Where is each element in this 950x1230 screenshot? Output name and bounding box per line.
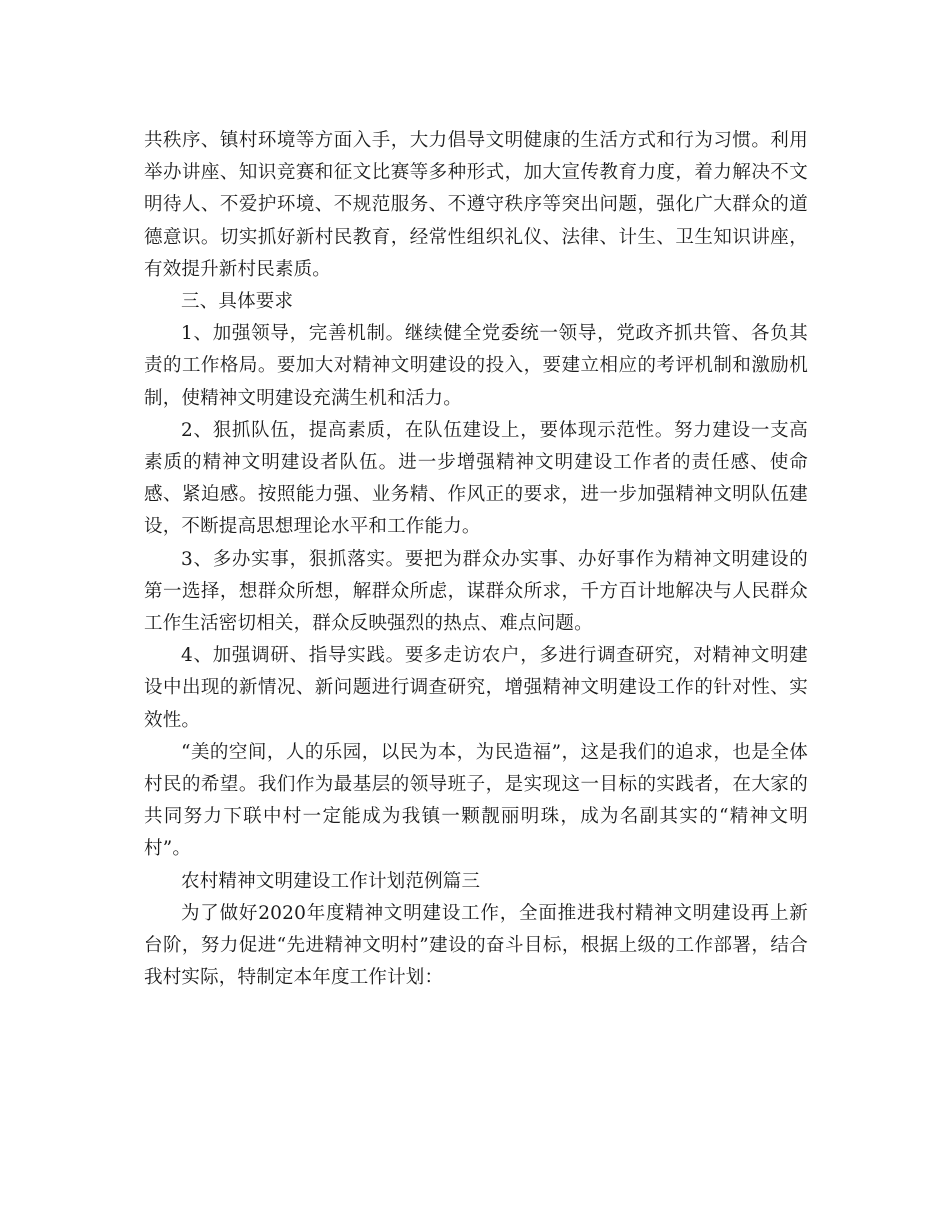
section-heading-requirements: 三、具体要求 (181, 291, 294, 313)
article-3-title: 农村精神文明建设工作计划范例篇三 (181, 870, 481, 892)
paragraph-requirement-1: 1、加强领导，完善机制。继续健全党委统一领导，党政齐抓共管、各负其责的工作格局。要加大对精神文明建设的投入，要建立相应的考评机制和激励机制，使精神文明建设充满生机和活力。 (144, 323, 808, 409)
paragraph-requirement-2: 2、狠抓队伍，提高素质，在队伍建设上，要体现示范性。努力建设一支高素质的精神文明建设者队伍。进一步增强精神文明建设工作者的责任感、使命感、紧迫感。按照能力强、业务精、作风正的要求，进一步加强精神文明队伍建设，不断提高思想理论水平和工作能力。 (144, 419, 808, 538)
paragraph-article-3-intro: 为了做好2020年度精神文明建设工作，全面推进我村精神文明建设再上新台阶，努力促进“先进精神文明村”建设的奋斗目标，根据上级的工作部署，结合我村实际，特制定本年度工作计划： (144, 902, 808, 989)
paragraph-intro-continuation: 共秩序、镇村环境等方面入手，大力倡导文明健康的生活方式和行为习惯。利用举办讲座、知识竞赛和征文比赛等多种形式，加大宣传教育力度，着力解决不文明待人、不爱护环境、不规范服务、不遵守秩序等突出问题，强化广大群众的道德意识。切实抓好新村民教育，经常性组织礼仪、法律、计生、卫生知识讲座，有效提升新村民素质。 (144, 130, 808, 280)
document-body (144, 125, 808, 994)
paragraph-requirement-4: 4、加强调研、指导实践。要多走访农户，多进行调查研究，对精神文明建设中出现的新情况、新问题进行调查研究，增强精神文明建设工作的针对性、实效性。 (144, 645, 808, 731)
paragraph-closing-statement: “美的空间，人的乐园，以民为本，为民造福”，这是我们的追求，也是全体村民的希望。我们作为最基层的领导班子，是实现这一目标的实践者，在大家的共同努力下联中村一定能成为我镇一颗靓丽明珠，成为名副其实的“精神文明村”。 (144, 741, 808, 860)
paragraph-requirement-3: 3、多办实事，狠抓落实。要把为群众办实事、办好事作为精神文明建设的第一选择，想群众所想，解群众所虑，谋群众所求，千方百计地解决与人民群众工作生活密切相关，群众反映强烈的热点、难点问题。 (144, 548, 808, 635)
